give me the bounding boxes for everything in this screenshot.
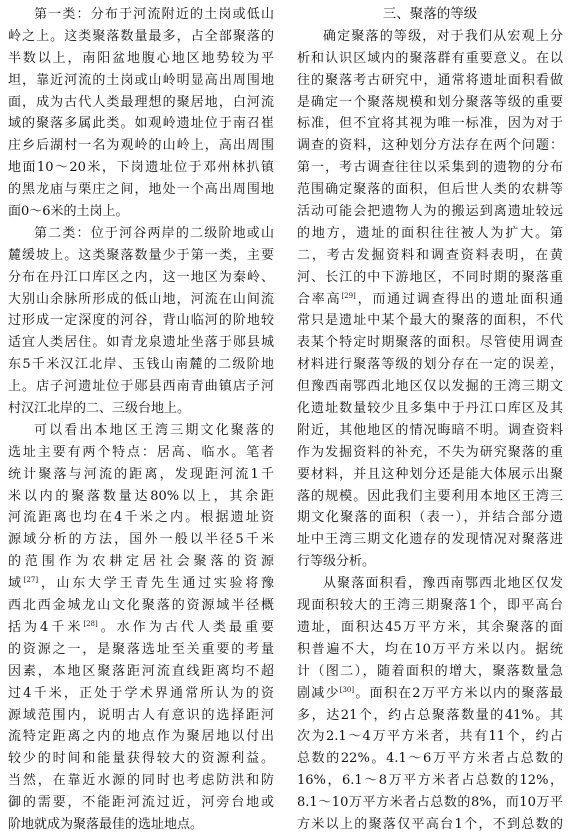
line-text: 域的聚落多属此类。如观岭遗址位于南召崔	[8, 116, 274, 132]
right-text-column	[297, 4, 563, 836]
citation-ref: [29]	[341, 291, 356, 300]
line-text: 上。店子河遗址位于郧县西南青曲镇店子河	[8, 379, 274, 395]
citation-ref: [27]	[23, 576, 39, 585]
line-text: ，山东大学王青先生通过实验将豫	[38, 576, 274, 592]
text-line	[297, 442, 563, 464]
line-text: 要材料，并且这种划分还是能大体展示出聚	[297, 466, 563, 482]
text-line	[297, 705, 563, 727]
text-line	[297, 376, 563, 398]
line-text: 址中王湾三期文化遗存的发现情况对聚落进	[297, 532, 563, 548]
line-text: 活动可能会把遗物人为的搬运到离遗址较远	[297, 204, 563, 220]
text-line	[297, 354, 563, 376]
text-line	[8, 245, 274, 267]
line-text: 村汉江北岸的二、三级台地上。	[8, 401, 191, 417]
line-text: 岭之上。这类聚落数量最多，占全部聚落的	[8, 28, 274, 44]
line-text: 附近，其他地区的情况晦暗不明。调查资料	[297, 422, 563, 438]
text-line	[8, 507, 274, 529]
text-line	[8, 70, 274, 92]
line-text: 选址主要有两个特点：居高、临水。笔者	[8, 444, 274, 460]
line-text: 期文化聚落的面积（表一），并结合部分遗	[297, 510, 563, 526]
text-line	[8, 464, 274, 486]
text-line	[8, 420, 274, 442]
line-text: 多，达21个，约占总聚落数量的41%。其	[297, 707, 563, 723]
text-line	[297, 267, 563, 289]
text-line	[297, 639, 563, 661]
line-text: 东5千米汉江北岸、玉钱山南麓的二级阶地	[8, 357, 274, 373]
line-text: 流特定距离之内的地点作为聚居地以付出	[8, 729, 274, 745]
line-text: 第一，考古调查往往以采集到的遗物的分布	[297, 160, 563, 176]
text-line	[8, 4, 274, 26]
line-text: 大别山余脉所形成的低山地，河流在山间流	[8, 291, 274, 307]
text-line	[8, 289, 274, 311]
text-line	[297, 310, 563, 332]
text-line	[297, 617, 563, 639]
citation-ref: [28]	[83, 619, 98, 628]
text-line	[297, 573, 563, 595]
line-text: 河流距离也均在4千米之内。根据遗址资	[8, 510, 274, 526]
text-line	[297, 770, 563, 792]
line-text: 西北西金城龙山文化聚落的资源域半径概	[8, 598, 274, 614]
line-text: 可以看出本地区王湾三期文化聚落的	[34, 422, 274, 438]
text-line	[8, 442, 274, 464]
text-line	[297, 223, 563, 245]
text-line	[297, 157, 563, 179]
text-line	[8, 376, 274, 398]
text-line	[8, 551, 274, 573]
text-line	[8, 792, 274, 814]
text-line	[297, 661, 563, 683]
line-text: 但豫西南鄂西北地区仅以发掘的王湾三期文	[297, 379, 563, 395]
line-text: 16%，6.1～8万平方米者占总数的12%，	[297, 773, 563, 789]
text-line	[8, 179, 274, 201]
line-text: 落的规模。因此我们主要利用本地区王湾三	[297, 488, 563, 504]
left-text-column	[8, 4, 274, 836]
line-text: 的范围作为农耕定居社会聚落的资源	[8, 554, 274, 570]
line-text: 的黑龙庙与栗庄之间，地处一个高出周围地	[8, 182, 274, 198]
line-text: 源域分析的方法，国外一般以半径5千米	[8, 532, 274, 548]
text-line	[297, 179, 563, 201]
line-text: 析和认识区域内的聚落群有重要意义。在以	[297, 50, 563, 66]
line-text: 表某个特定时期聚落的面积。尽管使用调查	[297, 335, 563, 351]
text-line	[8, 332, 274, 354]
text-line	[8, 26, 274, 48]
text-line	[8, 661, 274, 683]
text-line	[8, 310, 274, 332]
line-text: 方米以上的聚落仅平高台1个，不到总数的	[297, 816, 563, 832]
line-text: 当然，在靠近水源的同时也考虑防洪和防	[8, 773, 274, 789]
text-line	[297, 683, 563, 705]
line-text: 阶地就成为聚落最佳的选址地点。	[8, 816, 204, 832]
text-line	[8, 201, 274, 223]
text-line	[8, 748, 274, 770]
line-text: 确定聚落的等级，对于我们从宏观上分	[323, 28, 563, 44]
line-text: 化遗址数量较少且多集中于丹江口库区及其	[297, 401, 563, 417]
text-line	[297, 486, 563, 508]
line-text: 米以内的聚落数量达80%以上，其余距	[8, 488, 274, 504]
text-line	[8, 726, 274, 748]
line-text: 总数的22%。4.1～6万平方米者占总数的	[297, 751, 563, 767]
line-text: 统计聚落与河流的距离，发现距河流1千	[8, 466, 274, 482]
line-text: 现面积较大的王湾三期聚落1个，即平高台	[297, 598, 563, 614]
line-text: 的资源之一，是聚落选址至关重要的考量	[8, 641, 274, 657]
line-text: 坦，靠近河流的土岗或山岭明显高出周围地	[8, 72, 274, 88]
line-text: 域	[8, 576, 24, 592]
line-text: 面，成为古代人类最理想的聚居地，白河流	[8, 94, 274, 110]
line-text: 过4千米，正处于学术界通常所认为的资	[8, 685, 274, 701]
line-text: 常只是遗址中某个最大的聚落的面积，不代	[297, 313, 563, 329]
line-text: 行等级分析。	[297, 554, 376, 570]
line-text: 河、长江的中下游地区，不同时期的聚落重	[297, 269, 563, 285]
text-line	[8, 573, 274, 595]
text-line	[8, 92, 274, 114]
line-text: 地面10～20米，下岗遗址位于邓州林扒镇	[8, 160, 274, 176]
line-text: 遗址，面积达45万平方米，其余聚落的面	[297, 619, 563, 635]
text-line	[297, 92, 563, 114]
text-line	[297, 48, 563, 70]
citation-ref: [30]	[339, 685, 355, 694]
line-text: 。水作为古代人类最重要	[97, 619, 274, 635]
line-text: 材料进行聚落等级的划分存在一定的误差，	[297, 357, 563, 373]
line-text: 8.1～10万平方米者占总数的8%，而10万平	[297, 795, 563, 811]
line-text: 麓缓坡上。这类聚落数量少于第一类，主要	[8, 247, 274, 263]
text-line	[297, 726, 563, 748]
text-line	[297, 26, 563, 48]
text-line	[297, 748, 563, 770]
text-line	[297, 814, 563, 836]
text-line	[297, 398, 563, 420]
text-line	[297, 529, 563, 551]
line-text: 源域范围内，说明古人有意识的选择距河	[8, 707, 274, 723]
line-text: 分布在丹江口库区之内，这一地区为秦岭、	[8, 269, 274, 285]
text-line	[8, 529, 274, 551]
line-text: 过形成一定深度的河谷，背山临河的阶地较	[8, 313, 274, 329]
line-text: 第一类：分布于河流附近的土岗或低山	[34, 7, 274, 22]
line-text: 从聚落面积看，豫西南鄂西北地区仅发	[323, 576, 563, 592]
text-line	[8, 398, 274, 420]
line-text: 面0～6米的土岗上。	[8, 204, 129, 220]
line-text: 标准，但不宜将其视为唯一标准，因为对于	[297, 116, 563, 132]
line-text: 因素，本地区聚落距河流直线距离均不超	[8, 663, 274, 679]
line-text: 计（图二），随着面积的增大，聚落数量急	[297, 663, 563, 679]
text-line	[8, 48, 274, 70]
text-line	[8, 595, 274, 617]
text-line	[297, 70, 563, 92]
text-line	[8, 683, 274, 705]
line-text: 往的聚落考古研究中，通常将遗址面积看做	[297, 72, 563, 88]
text-line	[8, 770, 274, 792]
line-text: 。面积在2万平方米以内的聚落最	[354, 685, 563, 701]
text-line	[297, 507, 563, 529]
text-line	[8, 814, 274, 836]
line-text: 适宜人类居住。如青龙泉遗址坐落于郧县城	[8, 335, 274, 351]
line-text: 剧减少	[297, 685, 340, 701]
text-line	[297, 332, 563, 354]
text-line	[297, 245, 563, 267]
text-line	[297, 289, 563, 311]
text-line	[297, 595, 563, 617]
line-text: 的地方，遗址的面积往往被人为扩大。第	[297, 225, 563, 241]
text-line	[297, 201, 563, 223]
text-line	[297, 464, 563, 486]
text-line	[8, 705, 274, 727]
line-text: 是确定一个聚落规模和划分聚落等级的重要	[297, 94, 563, 110]
text-line	[8, 267, 274, 289]
line-text: 合率高	[297, 291, 342, 307]
text-line	[297, 135, 563, 157]
line-text: 二，考古发掘资料和调查资料表明，在黄	[297, 247, 563, 263]
text-line	[8, 486, 274, 508]
text-line	[297, 113, 563, 135]
line-text: 御的需要，不能距河流过近，河旁台地或	[8, 795, 274, 811]
text-line	[8, 617, 274, 639]
text-line	[8, 354, 274, 376]
text-line	[297, 792, 563, 814]
text-line	[8, 135, 274, 157]
line-text: 次为2.1～4万平方米者，共有11个，约占	[297, 729, 563, 745]
line-text: 作为发掘资料的补充，不失为研究聚落的重	[297, 444, 563, 460]
line-text: ，而通过调查得出的遗址面积通	[355, 291, 563, 307]
line-text: 第二类：位于河谷两岸的二级阶地或山	[34, 225, 274, 241]
text-line	[8, 223, 274, 245]
text-line	[8, 113, 274, 135]
line-text: 括为4千米	[8, 619, 84, 635]
text-line	[297, 551, 563, 573]
line-text: 半数以上，南阳盆地腹心地区地势较为平	[8, 50, 274, 66]
line-text: 范围确定聚落的面积，但后世人类的农耕等	[297, 182, 563, 198]
line-text: 积普遍不大，均在10万平方米以内。据统	[297, 641, 563, 657]
section-heading: 三、聚落的等级	[382, 6, 478, 22]
line-text: 调查的资料，这种划分方法存在两个问题：	[297, 138, 563, 154]
text-line	[8, 157, 274, 179]
line-text: 较少的时间和能量获得较大的资源利益。	[8, 751, 274, 767]
text-line	[8, 639, 274, 661]
line-text: 庄乡后湖村一名为观岭的山岭上，高出周围	[8, 138, 274, 154]
text-line	[297, 420, 563, 442]
